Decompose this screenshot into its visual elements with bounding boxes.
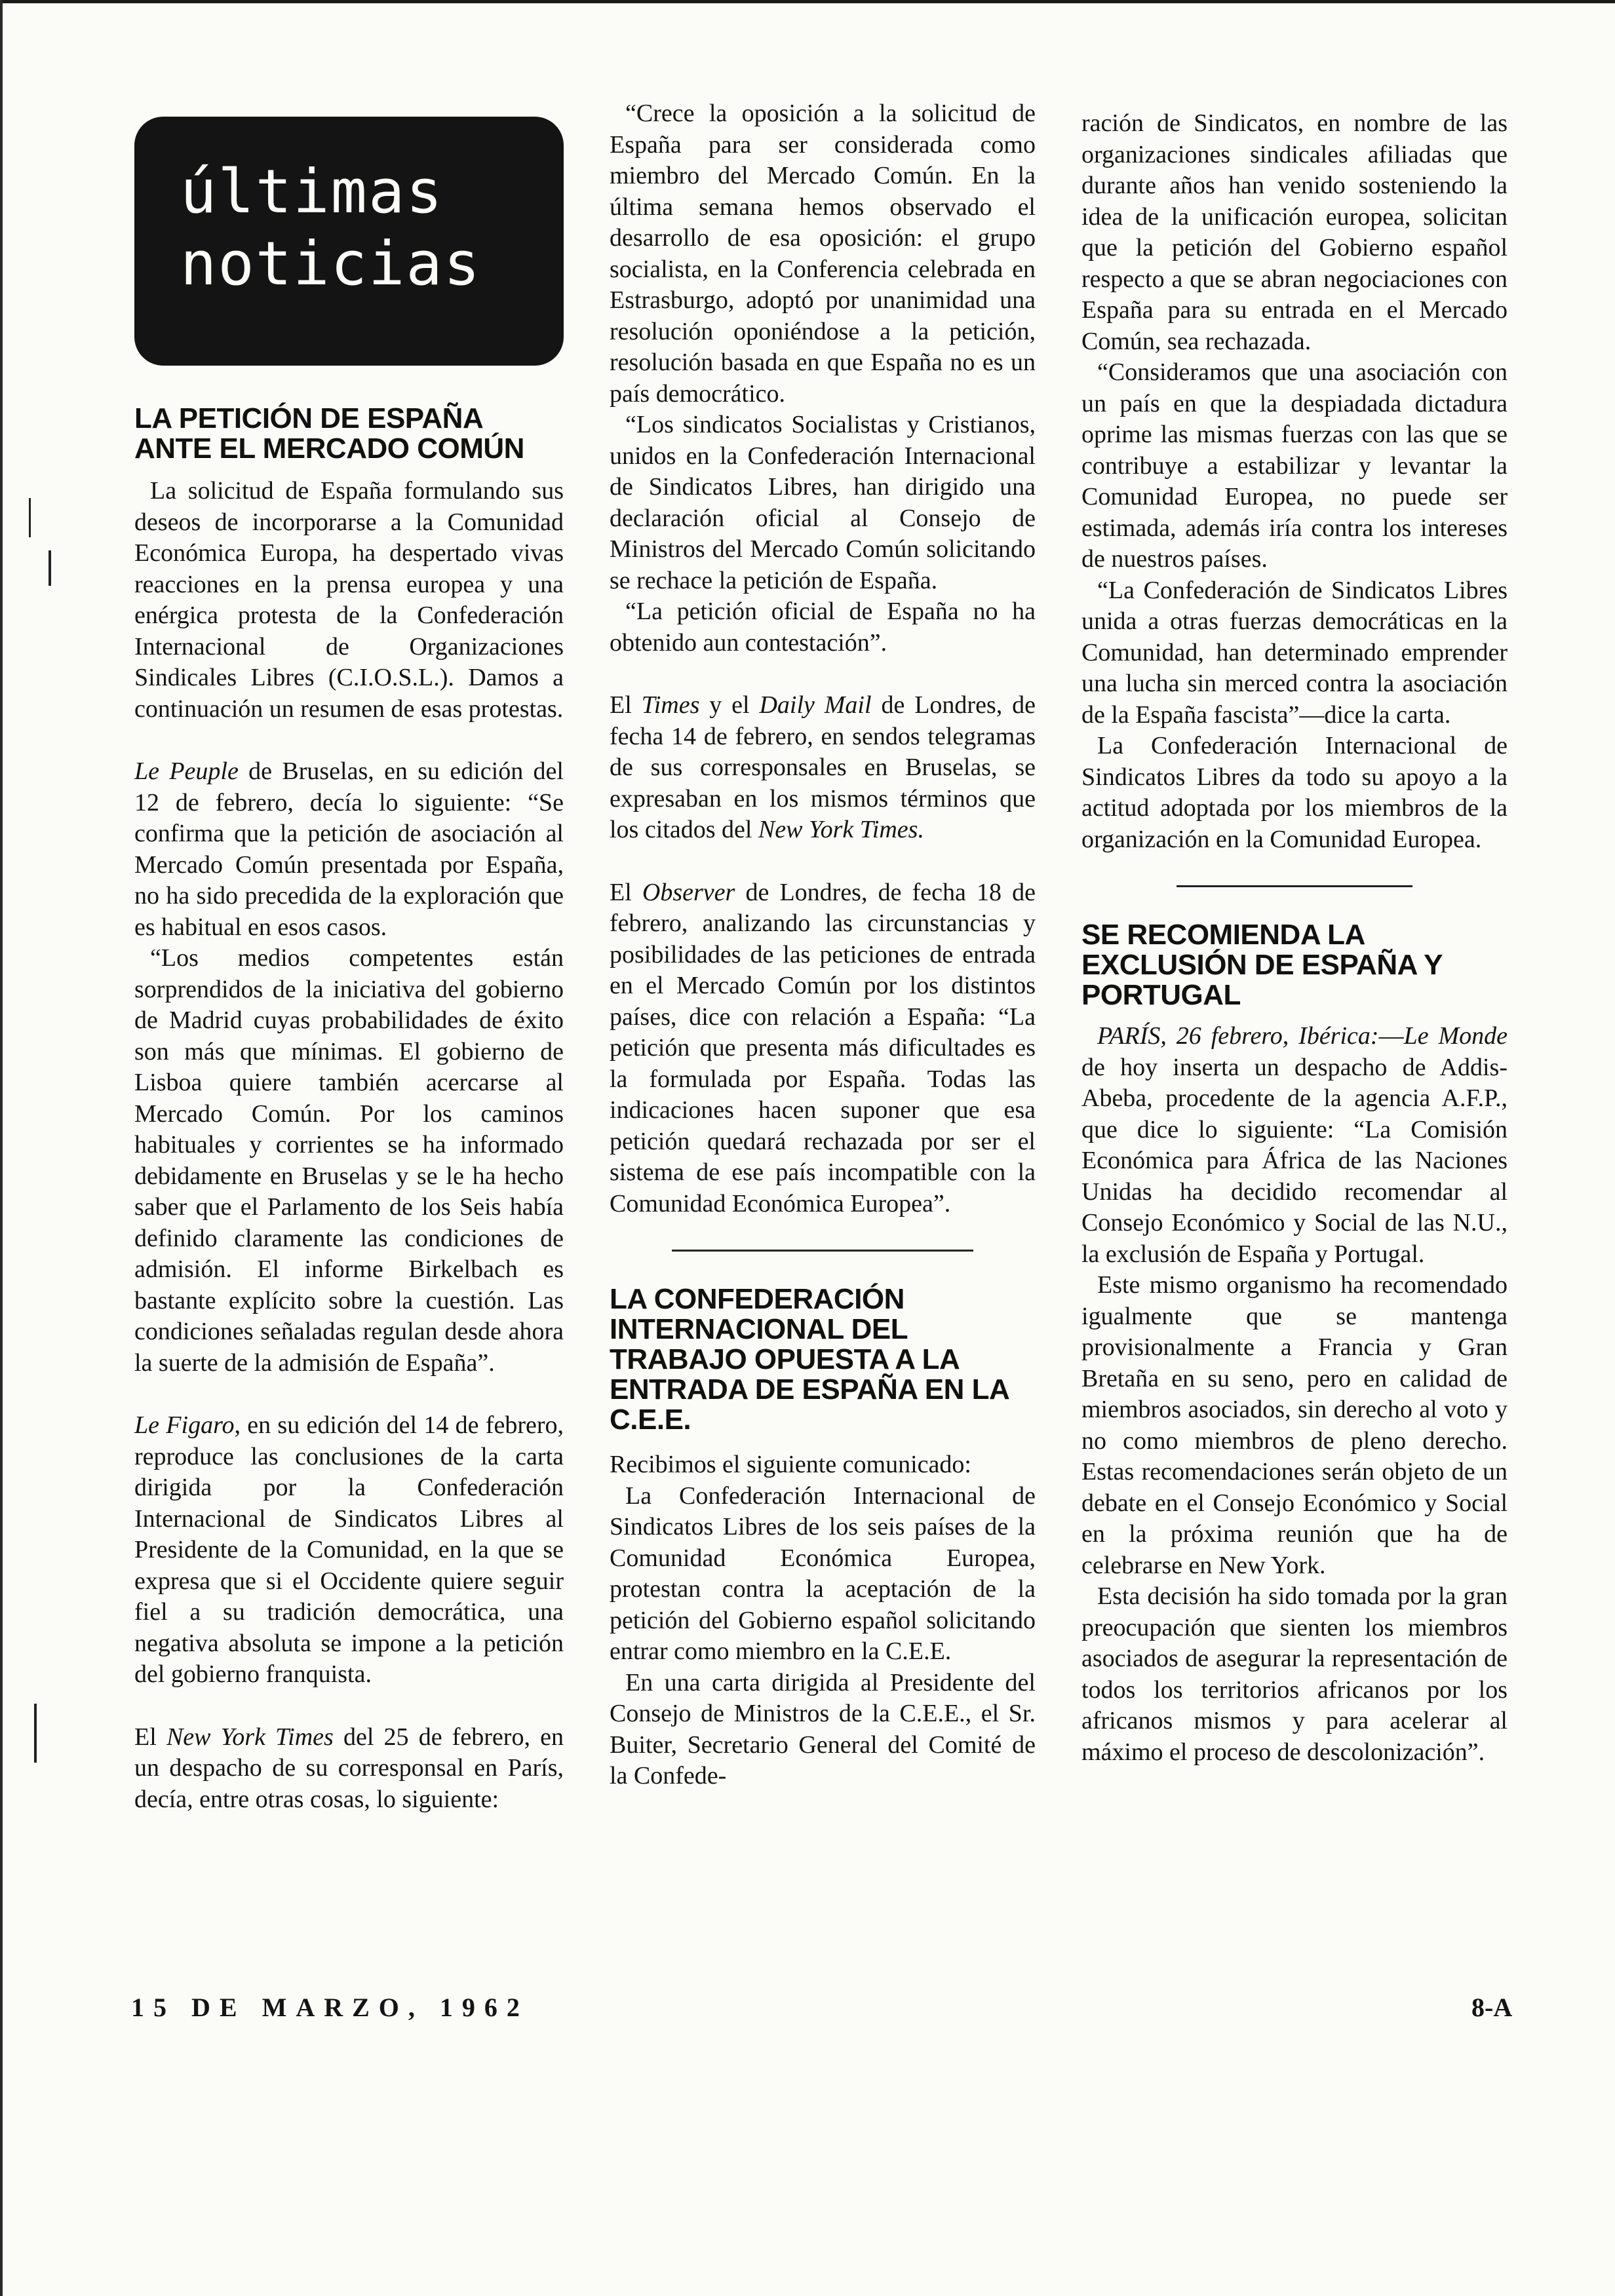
- article-paragraph: Recibimos el siguiente comunicado:: [610, 1451, 971, 1478]
- column-2: [610, 98, 1036, 1792]
- source-name: New York Times.: [758, 816, 924, 843]
- section-logo: [134, 117, 564, 366]
- article-paragraph: La Confederación Internacional de Sindicatos Libres da todo su apoyo a la actitud adoptada por los miembros de la organización en la Comunidad Europea.: [1081, 732, 1508, 853]
- article-paragraph: “La petición oficial de España no ha obtenido aun contestación”.: [610, 598, 1036, 657]
- column-1: [134, 117, 564, 1815]
- source-name: New York Times: [166, 1723, 334, 1751]
- article-paragraph: “Los sindicatos Socialistas y Cristianos, unidos en la Confederación Internacional de Sindicatos Libres, han dirigido una declaración oficial al Consejo de Ministros del Mercado Común solicitando se rechace la petición de España.: [610, 411, 1036, 594]
- article-paragraph: Le Figaro, en su edición del 14 de febrero, reproduce las conclusiones de la carta dirigida por la Confederación Internacional de Sindicatos Libres al Presidente de la Comunidad, en la que se expresa que si el Occidente quiere seguir fiel a su tradición democrática, una negativa absoluta se impone a la petición del gobierno franquista.: [134, 1411, 564, 1688]
- logo-line-1: últimas: [180, 157, 444, 227]
- section-divider: [1177, 885, 1412, 887]
- article-paragraph: El Observer de Londres, de fecha 18 de febrero, analizando las circunstancias y posibilidades de las peticiones de entrada en el Mercado Común por los distintos países, dice con relación a España: “La petición que presenta más dificultades es la formulada por España. Todas las indicaciones hacen suponer que esa petición quedará rechazada por ser el sistema de ese país incompatible con la Comunidad Económica Europea”.: [610, 878, 1036, 1217]
- article-paragraph: “Consideramos que una asociación con un país en que la despiadada dictadura oprime las mismas fuerzas con las que se contribuye a estabilizar y levantar la Comunidad Europea, no puede ser estimada, además iría contra los intereses de nuestros países.: [1081, 358, 1508, 573]
- source-name: Le Peuple: [134, 757, 239, 785]
- article-paragraph: “Crece la oposición a la solicitud de España para ser considerada como miembro del Mercado Común. En la última semana hemos observado el desarrollo de esa oposición: el grupo socialista, en la Conferencia celebrada en Estrasburgo, adoptó por unanimidad una resolución oponiéndose a la petición, resolución basada en que España no es un país democrático.: [610, 100, 1036, 408]
- article-paragraph: PARÍS, 26 febrero, Ibérica:—Le Monde de hoy inserta un despacho de Addis-Abeba, procedente de la agencia A.F.P., que dice lo siguiente: “La Comisión Económica para África de las Naciones Unidas ha decidido recomendar al Consejo Económico y Social de las N.U., la exclusión de España y Portugal.: [1081, 1022, 1508, 1268]
- article-paragraph: Esta decisión ha sido tomada por la gran preocupación que sienten los miembros asociados de asegurar la representación de todos los territorios africanos por los africanos mismos y para acelerar al máximo el proceso de descolonización”.: [1081, 1582, 1508, 1766]
- headline-exclusion: SE RECOMIENDA LA EXCLUSIÓN DE ESPAÑA Y PORTUGAL: [1081, 919, 1443, 1011]
- margin-mark: [49, 550, 51, 586]
- page-number: 8-A: [1471, 1993, 1513, 2022]
- source-name: Times: [641, 691, 700, 719]
- source-name: Le Monde: [1403, 1022, 1508, 1050]
- headline-confederacion: LA CONFEDERACIÓN INTERNACIONAL DEL TRABAJO OPUESTA A LA ENTRADA DE ESPAÑA EN LA C.E.E.: [610, 1283, 1009, 1436]
- article-paragraph: ración de Sindicatos, en nombre de las organizaciones sindicales afiliadas que durante años han venido sosteniendo la idea de la unificación europea, solicitan que la petición del Gobierno español respecto a que se abran negociaciones con España para su entrada en el Mercado Común, sea rechazada.: [1081, 109, 1508, 355]
- source-name: Observer: [642, 878, 735, 906]
- source-name: Daily Mail: [759, 691, 872, 719]
- margin-mark: [29, 498, 31, 537]
- dateline: PARÍS, 26 febrero, Ibérica:: [1097, 1022, 1379, 1050]
- article-paragraph: Este mismo organismo ha recomendado igualmente que se mantenga provisionalmente a Francia y Gran Bretaña en su seno, pero en calidad de miembros asociados, sin derecho al voto y no como miembros de pleno derecho. Estas recomendaciones serán objeto de un debate en el Consejo Económico y Social en la próxima reunión que ha de celebrarse en New York.: [1081, 1271, 1508, 1579]
- page-top-border: [0, 0, 1615, 3]
- headline-peticion: LA PETICIÓN DE ESPAÑA ANTE EL MERCADO COMÚN: [134, 402, 524, 465]
- margin-mark: [34, 1704, 37, 1763]
- article-paragraph: En una carta dirigida al Presidente del Consejo de Ministros de la C.E.E., el Sr. Buiter, Secretario General del Comité de la Confede-: [610, 1668, 1036, 1789]
- source-name: Le Figaro: [134, 1411, 235, 1439]
- article-paragraph: “Los medios competentes están sorprendidos de la iniciativa del gobierno de Madrid cuyas probabilidades de éxito son más que mínimas. El gobierno de Lisboa quiere también acercarse al Mercado Común. Por los caminos habituales y corrientes se ha informado debidamente en Bruselas y se le ha hecho saber que el Parlamento de los Seis había definido claramente las condiciones de admisión. El informe Birkelbach es bastante explícito sobre la cuestión. Las condiciones señaladas regulan desde ahora la suerte de la admisión de España”.: [134, 944, 564, 1377]
- article-paragraph: La solicitud de España formulando sus deseos de incorporarse a la Comunidad Económica Europa, ha despertado vivas reacciones en la prensa europea y una enérgica protesta de la Confederación Internacional de Organizaciones Sindicales Libres (C.I.O.S.L.). Damos a continuación un resumen de esas protestas.: [134, 477, 564, 723]
- footer-date: 15 DE MARZO, 1962: [131, 1993, 529, 2022]
- column-3: [1081, 108, 1508, 1768]
- page-left-border: [0, 0, 3, 2296]
- section-divider: [672, 1250, 973, 1252]
- article-paragraph: Le Peuple de Bruselas, en su edición del 12 de febrero, decía lo siguiente: “Se confirma que la petición de asociación al Mercado Común presentada por España, no ha sido precedida de la exploración que es habitual en esos casos.: [134, 757, 564, 941]
- article-paragraph: La Confederación Internacional de Sindicatos Libres de los seis países de la Comunidad Económica Europea, protestan contra la aceptación de la petición del Gobierno español solicitando entrar como miembro en la C.E.E.: [610, 1482, 1036, 1665]
- logo-line-2: noticias: [180, 229, 482, 299]
- article-paragraph: “La Confederación de Sindicatos Libres unida a otras fuerzas democráticas en la Comunidad, han determinado emprender una lucha sin merced contra la asociación de la España fascista”—dice la carta.: [1081, 576, 1508, 729]
- article-paragraph: El Times y el Daily Mail de Londres, de fecha 14 de febrero, en sendos telegramas de sus corresponsales en Bruselas, se expresaban en los mismos términos que los citados del New York Times.: [610, 691, 1036, 843]
- article-paragraph: El New York Times del 25 de febrero, en un despacho de su corresponsal en París, decía, entre otras cosas, lo siguiente:: [134, 1723, 564, 1813]
